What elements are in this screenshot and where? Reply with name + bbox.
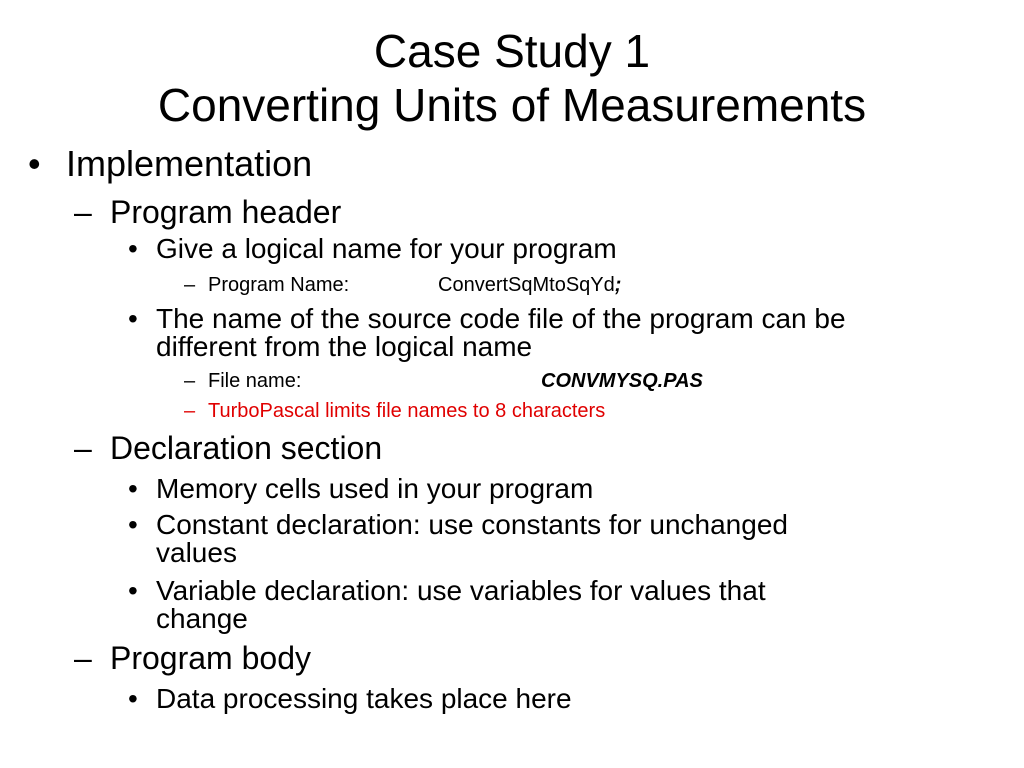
bullet-disc-icon: • [128, 509, 138, 540]
outline-variable-line-1: Variable declaration: use variables for values that [156, 575, 766, 606]
file-name-value: CONVMYSQ.PAS [541, 370, 703, 392]
outline-source-file-line-1: The name of the source code file of the program can be [156, 303, 846, 334]
program-name-label: Program Name: [208, 274, 350, 296]
outline-constant-line-2: values [156, 537, 237, 568]
turbopascal-note: TurboPascal limits file names to 8 characters [208, 400, 606, 422]
outline-implementation: Implementation [66, 143, 313, 184]
outline-data-processing: Data processing takes place here [156, 683, 572, 714]
outline-memory-cells: Memory cells used in your program [156, 473, 594, 504]
bullet-disc-icon: • [128, 683, 138, 714]
program-name-value: ConvertSqMtoSqYd; [438, 274, 622, 296]
outline-program-header: Program header [110, 194, 342, 230]
slide-title-line-2: Converting Units of Measurements [157, 79, 867, 131]
bullet-dash-icon: – [184, 400, 196, 422]
bullet-dash-icon: – [184, 274, 196, 296]
bullet-disc-icon: • [128, 303, 138, 334]
outline-declaration-section: Declaration section [110, 430, 383, 466]
outline-program-body: Program body [110, 640, 311, 676]
bullet-disc-icon: • [128, 575, 138, 606]
program-name-semicolon: ; [614, 274, 622, 296]
bullet-disc-icon: • [128, 233, 138, 264]
outline-source-file-line-2: different from the logical name [156, 331, 533, 362]
outline-give-logical-name: Give a logical name for your program [156, 233, 617, 264]
outline-constant-line-1: Constant declaration: use constants for unchanged [156, 509, 788, 540]
bullet-dash-icon: – [184, 370, 196, 392]
bullet-dash-icon: – [74, 640, 92, 676]
slide-title-line-1: Case Study 1 [373, 25, 651, 77]
bullet-disc-icon: • [28, 143, 41, 184]
file-name-label: File name: [208, 370, 302, 392]
bullet-disc-icon: • [128, 473, 138, 504]
bullet-dash-icon: – [74, 430, 92, 466]
outline-variable-line-2: change [156, 603, 248, 634]
bullet-dash-icon: – [74, 194, 92, 230]
